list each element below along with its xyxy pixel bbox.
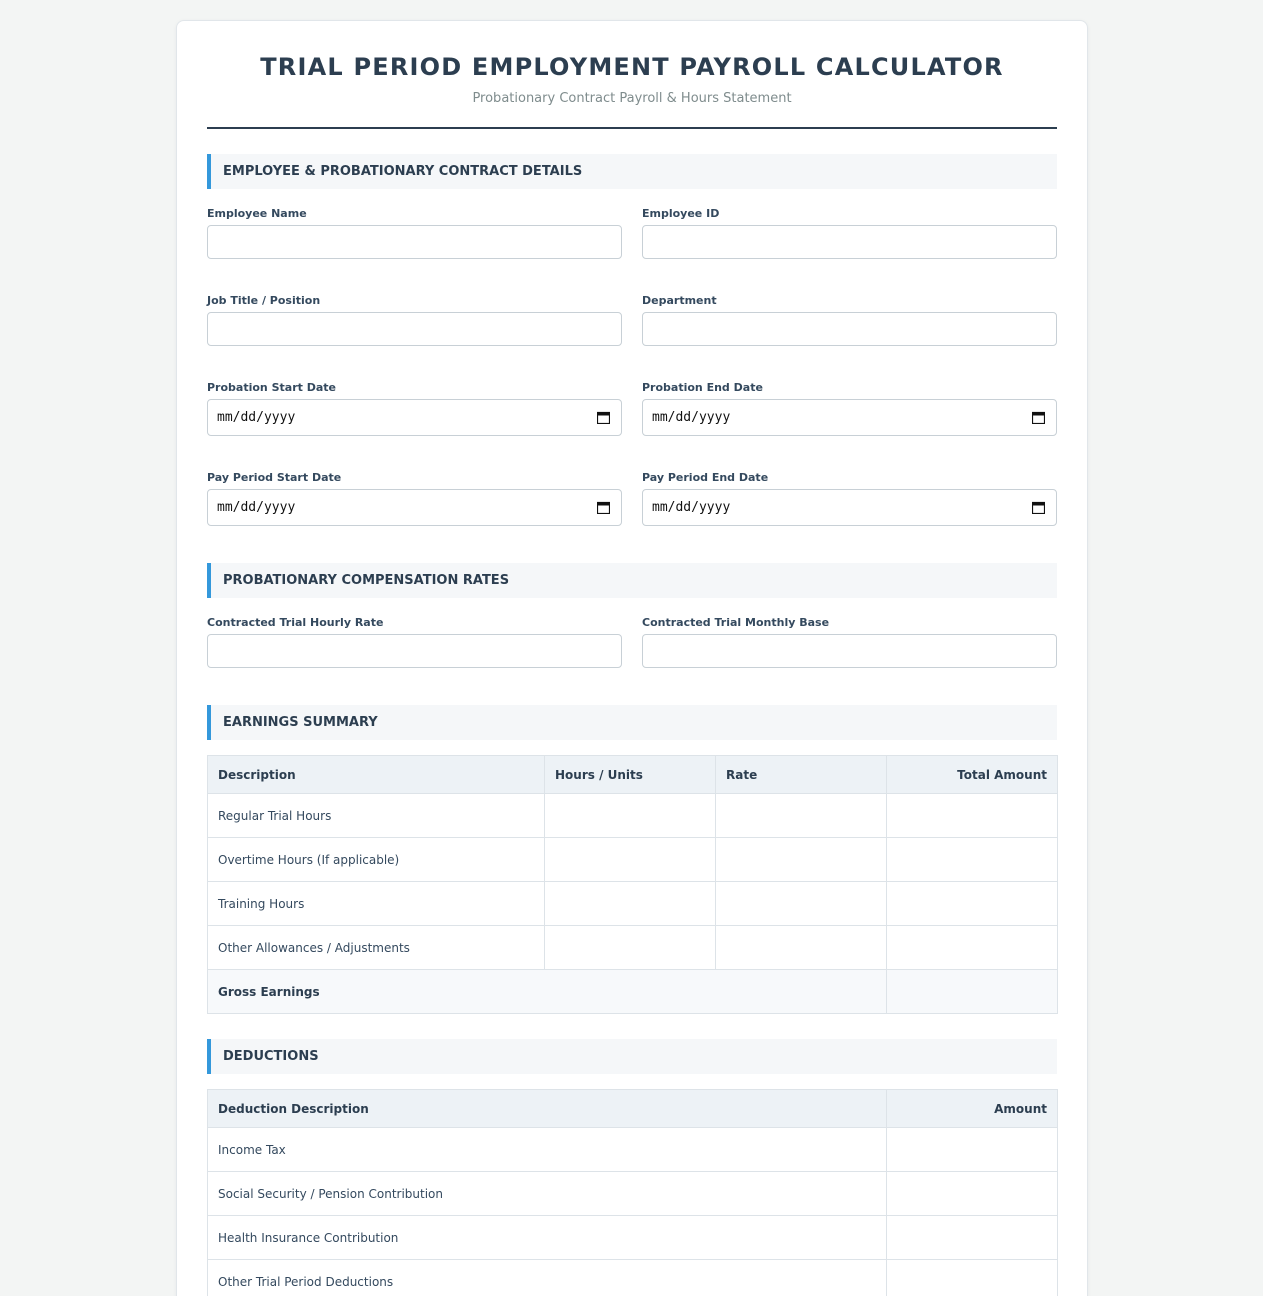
page-title: TRIAL PERIOD EMPLOYMENT PAYROLL CALCULATOR (260, 53, 1004, 81)
row-description: Regular Trial Hours (208, 794, 545, 838)
calendar-icon[interactable] (1032, 501, 1045, 514)
employee-id-label: Employee ID (642, 207, 720, 220)
gross-earnings-row (208, 970, 1058, 1014)
page-header (207, 21, 1057, 129)
section-title: EARNINGS SUMMARY (223, 715, 378, 730)
rate-cell[interactable] (716, 926, 887, 970)
date-placeholder: mm/dd/yyyy (652, 410, 731, 425)
calendar-icon[interactable] (1032, 411, 1045, 424)
table-row (208, 882, 1058, 926)
section-title: DEDUCTIONS (223, 1049, 319, 1064)
probation-end-date-input[interactable] (642, 399, 1057, 436)
department-label: Department (642, 294, 717, 307)
page-subtitle: Probationary Contract Payroll & Hours Statement (472, 91, 792, 106)
table-row (208, 794, 1058, 838)
pay-start-label: Pay Period Start Date (207, 471, 342, 484)
col-hours-units: Hours / Units (545, 756, 716, 794)
hourly-rate-input[interactable] (207, 634, 622, 668)
table-row (208, 838, 1058, 882)
rate-cell[interactable] (716, 838, 887, 882)
table-header-row (208, 756, 1058, 794)
calendar-icon[interactable] (597, 411, 610, 424)
hours-cell[interactable] (545, 882, 716, 926)
gross-earnings-value (887, 970, 1058, 1014)
probation-end-label: Probation End Date (642, 381, 763, 394)
row-description: Social Security / Pension Contribution (208, 1172, 887, 1216)
row-description: Overtime Hours (If applicable) (208, 838, 545, 882)
total-cell (887, 926, 1058, 970)
department-input[interactable] (642, 312, 1057, 346)
amount-cell[interactable] (887, 1216, 1058, 1260)
pay-end-label: Pay Period End Date (642, 471, 769, 484)
job-title-input[interactable] (207, 312, 622, 346)
row-description: Income Tax (208, 1128, 887, 1172)
total-cell (887, 794, 1058, 838)
pay-period-end-date-input[interactable] (642, 489, 1057, 526)
table-header-row (208, 1090, 1058, 1128)
date-placeholder: mm/dd/yyyy (217, 410, 296, 425)
col-amount: Amount (887, 1090, 1058, 1128)
table-row (208, 926, 1058, 970)
col-total-amount: Total Amount (887, 756, 1058, 794)
col-rate: Rate (716, 756, 887, 794)
pay-period-start-date-input[interactable] (207, 489, 622, 526)
row-description: Training Hours (208, 882, 545, 926)
hours-cell[interactable] (545, 794, 716, 838)
row-description: Other Allowances / Adjustments (208, 926, 545, 970)
date-placeholder: mm/dd/yyyy (652, 500, 731, 515)
hours-cell[interactable] (545, 838, 716, 882)
amount-cell[interactable] (887, 1172, 1058, 1216)
section-earnings-summary (207, 705, 1057, 740)
section-compensation-rates (207, 563, 1057, 598)
section-deductions (207, 1039, 1057, 1074)
col-description: Description (208, 756, 545, 794)
total-cell (887, 838, 1058, 882)
earnings-table (207, 755, 1058, 1014)
section-title: PROBATIONARY COMPENSATION RATES (223, 573, 510, 588)
calendar-icon[interactable] (597, 501, 610, 514)
section-employee-details (207, 154, 1057, 189)
rate-cell[interactable] (716, 794, 887, 838)
gross-earnings-label: Gross Earnings (208, 970, 887, 1014)
row-description: Health Insurance Contribution (208, 1216, 887, 1260)
total-cell (887, 882, 1058, 926)
table-row (208, 1128, 1058, 1172)
probation-start-date-input[interactable] (207, 399, 622, 436)
hourly-rate-label: Contracted Trial Hourly Rate (207, 616, 384, 629)
employee-id-input[interactable] (642, 225, 1057, 259)
section-title: EMPLOYEE & PROBATIONARY CONTRACT DETAILS (223, 164, 583, 179)
table-row (208, 1260, 1058, 1296)
row-description: Other Trial Period Deductions (208, 1260, 887, 1296)
probation-start-label: Probation Start Date (207, 381, 336, 394)
amount-cell[interactable] (887, 1260, 1058, 1296)
amount-cell[interactable] (887, 1128, 1058, 1172)
payroll-card (176, 20, 1088, 1296)
employee-name-input[interactable] (207, 225, 622, 259)
col-deduction-description: Deduction Description (208, 1090, 887, 1128)
deductions-table (207, 1089, 1058, 1296)
monthly-base-label: Contracted Trial Monthly Base (642, 616, 830, 629)
date-placeholder: mm/dd/yyyy (217, 500, 296, 515)
table-row (208, 1216, 1058, 1260)
hours-cell[interactable] (545, 926, 716, 970)
employee-name-label: Employee Name (207, 207, 307, 220)
monthly-base-input[interactable] (642, 634, 1057, 668)
table-row (208, 1172, 1058, 1216)
rate-cell[interactable] (716, 882, 887, 926)
job-title-label: Job Title / Position (207, 294, 321, 307)
